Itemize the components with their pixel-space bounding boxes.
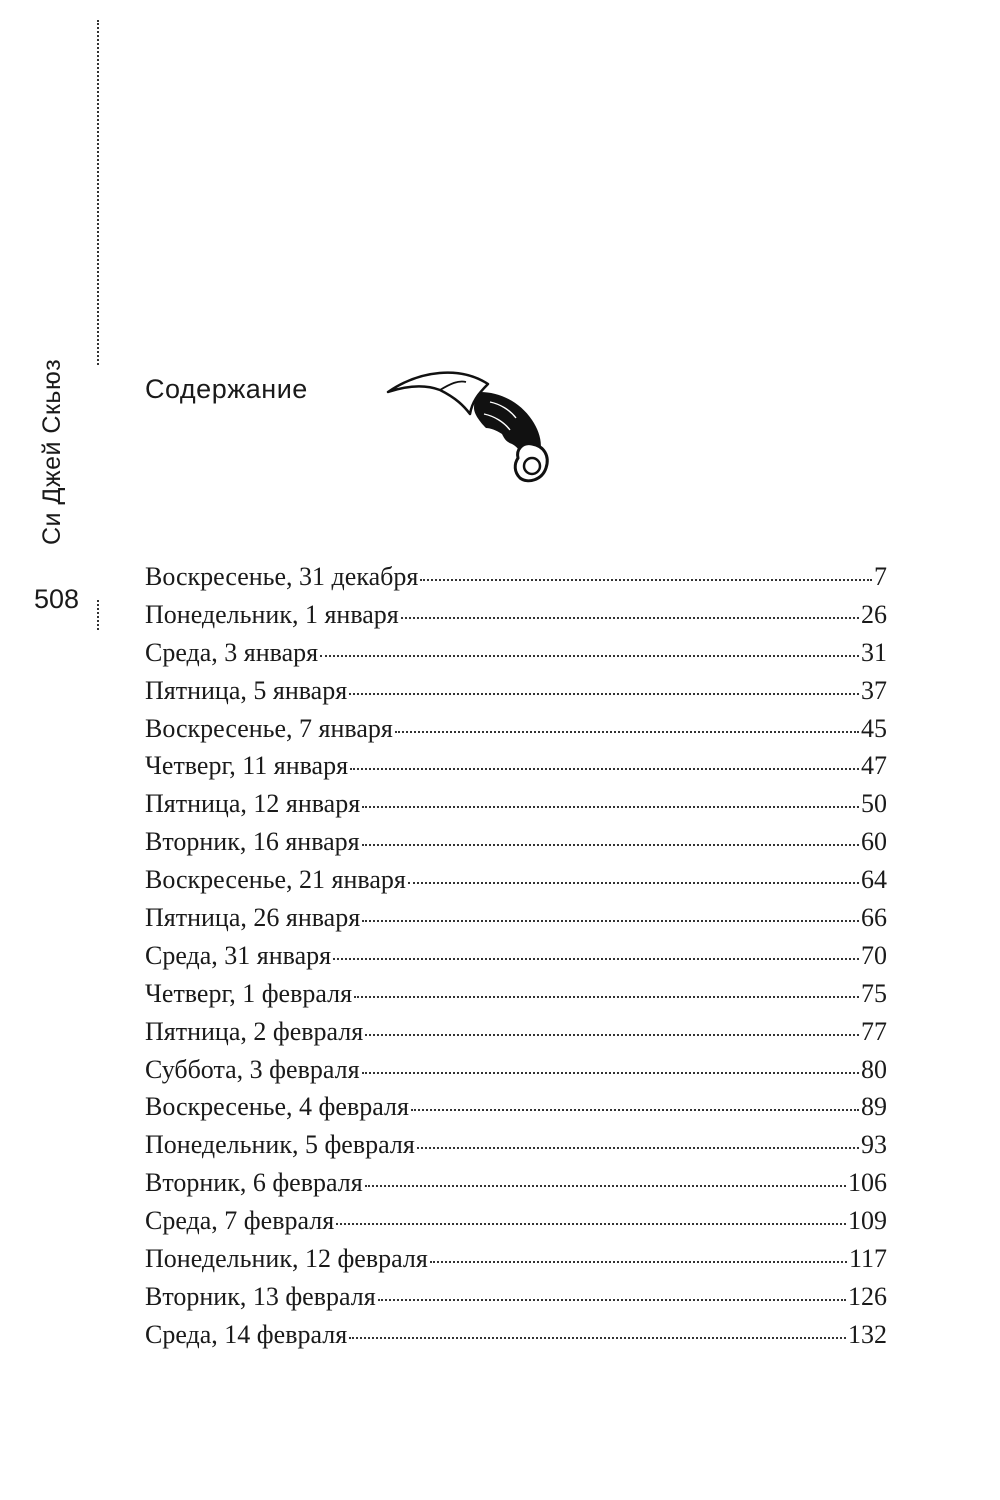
toc-entry[interactable] — [145, 1168, 887, 1206]
toc-entry-label: Вторник, 6 февраля — [145, 1168, 363, 1198]
toc-entry-page: 66 — [861, 903, 887, 933]
toc-entry-label: Понедельник, 5 февраля — [145, 1130, 415, 1160]
toc-entry-page: 117 — [848, 1244, 887, 1274]
toc-leader-dots — [349, 693, 859, 695]
toc-entry-page: 80 — [861, 1054, 887, 1084]
toc-entry-label: Понедельник, 12 февраля — [145, 1244, 428, 1274]
toc-entry-page: 89 — [861, 1092, 887, 1122]
toc-leader-dots — [430, 1261, 847, 1263]
toc-entry-label: Пятница, 26 января — [145, 903, 361, 933]
toc-entry[interactable] — [145, 714, 887, 752]
toc-entry-label: Воскресенье, 21 января — [145, 865, 406, 895]
toc-entry[interactable] — [145, 1282, 887, 1320]
toc-entry-page: 37 — [861, 675, 887, 705]
toc-entry-label: Среда, 31 января — [145, 940, 332, 970]
toc-entry[interactable] — [145, 789, 887, 827]
toc-entry-page: 47 — [861, 751, 887, 781]
toc-entry-label: Вторник, 13 февраля — [145, 1281, 376, 1311]
toc-entry-label: Пятница, 2 февраля — [145, 1016, 364, 1046]
toc-entry-page: 132 — [848, 1319, 887, 1349]
toc-leader-dots — [417, 1147, 859, 1149]
toc-entry-page: 106 — [848, 1168, 887, 1198]
toc-entry-label: Воскресенье, 7 января — [145, 713, 393, 743]
toc-entry[interactable] — [145, 562, 887, 600]
toc-entry[interactable] — [145, 751, 887, 789]
toc-leader-dots — [362, 1072, 859, 1074]
toc-entry-page: 31 — [861, 637, 887, 667]
toc-entry-page: 50 — [861, 789, 887, 819]
toc-entry[interactable] — [145, 979, 887, 1017]
toc-leader-dots — [411, 1109, 859, 1111]
margin-dotted-rule-lower — [97, 600, 99, 630]
running-head-author: Си Джей Скьюз — [38, 358, 66, 545]
toc-entry[interactable] — [145, 600, 887, 638]
toc-entry-label: Среда, 3 января — [145, 637, 319, 667]
toc-leader-dots — [362, 920, 859, 922]
toc-entry-page: 45 — [861, 713, 887, 743]
toc-leader-dots — [401, 617, 859, 619]
toc-entry-page: 75 — [861, 978, 887, 1008]
karambit-knife-icon — [380, 362, 560, 507]
toc-leader-dots — [350, 768, 859, 770]
toc-leader-dots — [354, 996, 859, 998]
toc-entry-label: Вторник, 16 января — [145, 827, 360, 857]
toc-entry[interactable] — [145, 903, 887, 941]
page-number: 508 — [34, 584, 80, 614]
toc-leader-dots — [320, 655, 859, 657]
toc-entry[interactable] — [145, 865, 887, 903]
toc-entry-label: Среда, 14 февраля — [145, 1319, 348, 1349]
toc-entry-label: Пятница, 12 января — [145, 789, 361, 819]
toc-entry-label: Воскресенье, 4 февраля — [145, 1092, 409, 1122]
toc-entry-page: 26 — [861, 599, 887, 629]
toc-entry-page: 77 — [861, 1016, 887, 1046]
toc-entry[interactable] — [145, 638, 887, 676]
toc-entry-page: 64 — [861, 865, 887, 895]
toc-entry[interactable] — [145, 1017, 887, 1055]
toc-entry-label: Четверг, 1 февраля — [145, 978, 353, 1008]
toc-entry[interactable] — [145, 827, 887, 865]
toc-leader-dots — [336, 1223, 846, 1225]
toc-leader-dots — [420, 579, 872, 581]
toc-entry-label: Четверг, 11 января — [145, 751, 349, 781]
toc-entry[interactable] — [145, 1206, 887, 1244]
toc-entry[interactable] — [145, 1320, 887, 1358]
toc-leader-dots — [362, 806, 859, 808]
toc-leader-dots — [365, 1034, 859, 1036]
margin-dotted-rule — [97, 20, 99, 365]
toc-entry[interactable] — [145, 676, 887, 714]
toc-leader-dots — [362, 844, 859, 846]
toc-entry-label: Воскресенье, 31 декабря — [145, 562, 419, 591]
toc-entry-label: Среда, 7 февраля — [145, 1206, 335, 1236]
toc-entry-page: 93 — [861, 1130, 887, 1160]
toc-entry-label: Пятница, 5 января — [145, 675, 348, 705]
table-of-contents — [145, 562, 887, 1358]
toc-entry-label: Суббота, 3 февраля — [145, 1054, 360, 1084]
toc-entry[interactable] — [145, 1130, 887, 1168]
page-title: Содержание — [145, 374, 308, 404]
toc-entry-page: 60 — [861, 827, 887, 857]
toc-leader-dots — [378, 1299, 846, 1301]
toc-entry[interactable] — [145, 1244, 887, 1282]
toc-leader-dots — [365, 1185, 846, 1187]
toc-leader-dots — [408, 882, 859, 884]
toc-entry-page: 126 — [848, 1281, 887, 1311]
toc-leader-dots — [395, 731, 859, 733]
toc-entry[interactable] — [145, 941, 887, 979]
toc-entry[interactable] — [145, 1055, 887, 1093]
toc-entry-page: 7 — [874, 562, 887, 591]
toc-entry[interactable] — [145, 1092, 887, 1130]
toc-leader-dots — [349, 1337, 846, 1339]
toc-entry-page: 109 — [848, 1206, 887, 1236]
toc-entry-label: Понедельник, 1 января — [145, 599, 399, 629]
toc-leader-dots — [333, 958, 859, 960]
toc-entry-page: 70 — [861, 940, 887, 970]
